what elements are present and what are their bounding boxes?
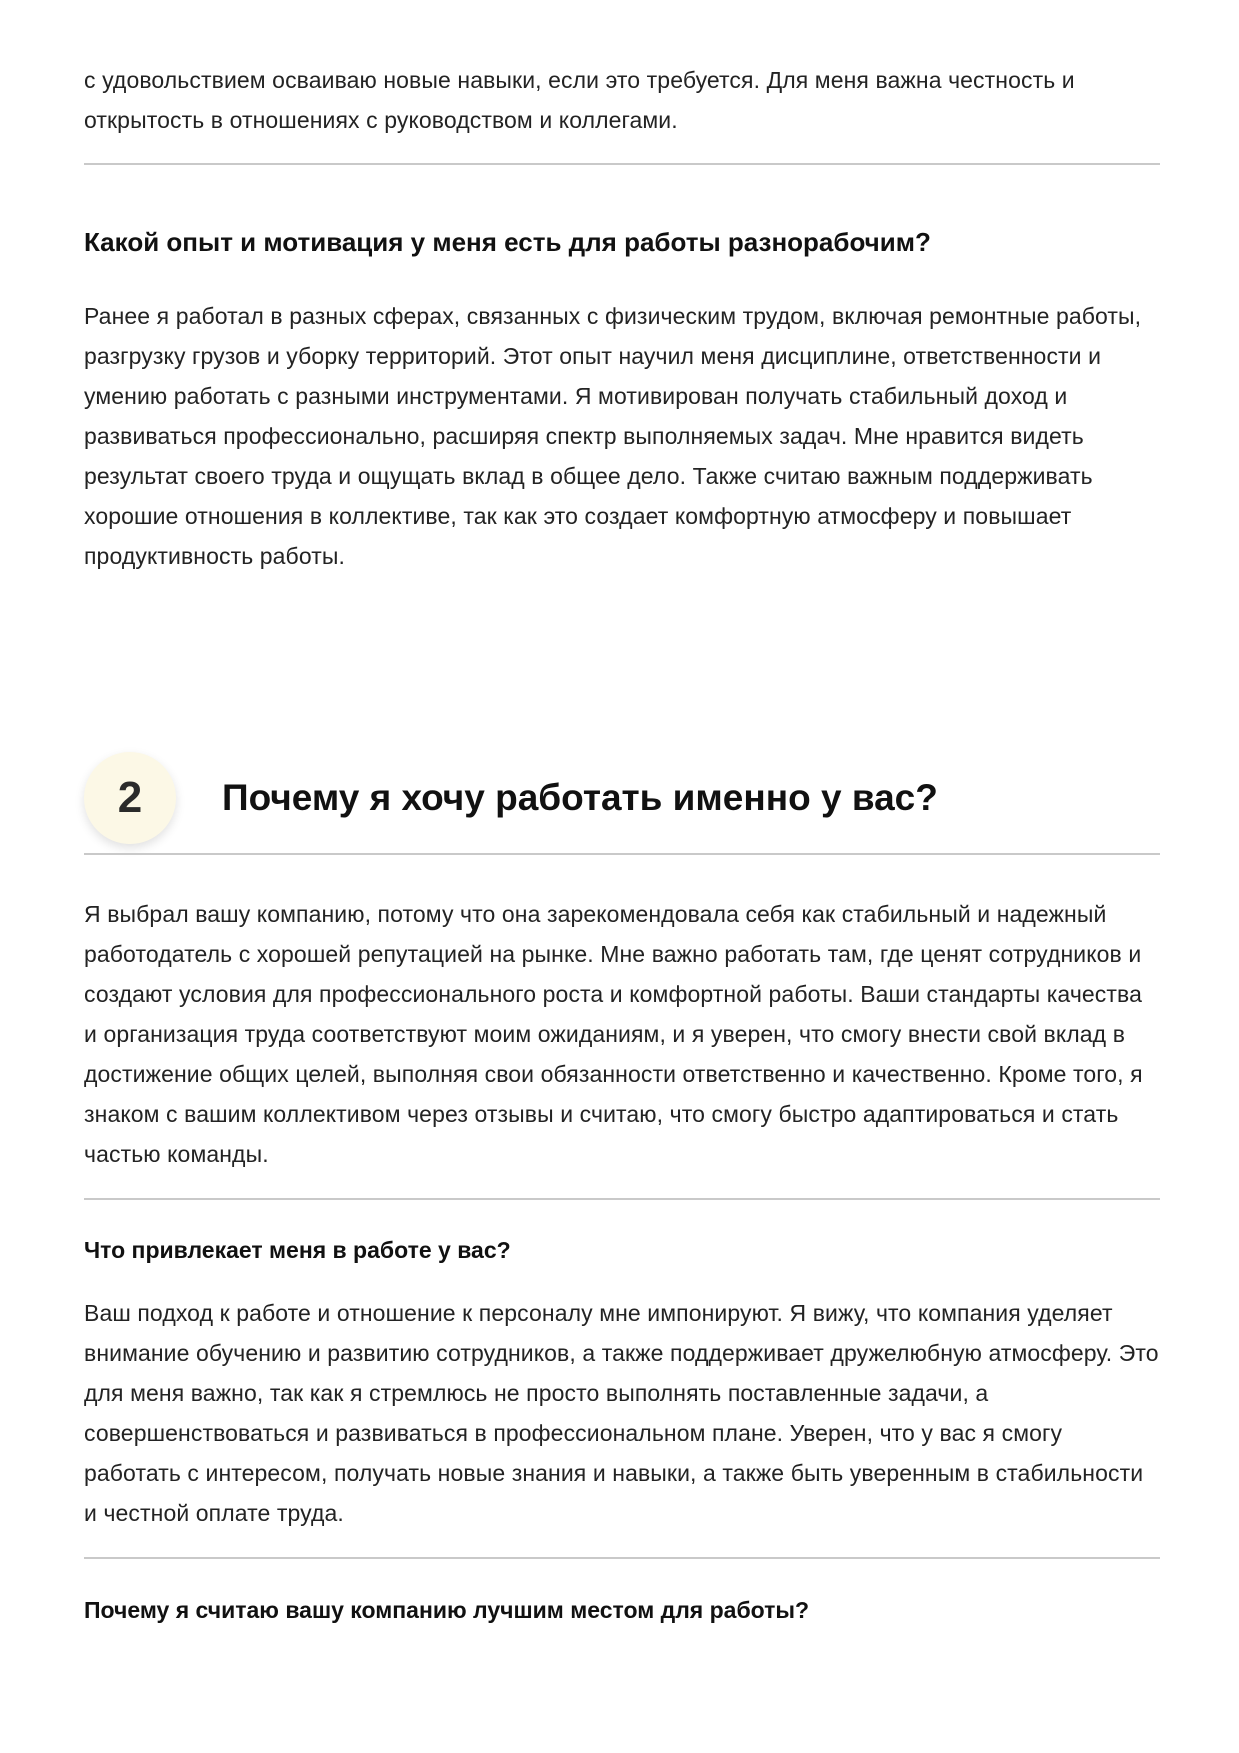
section-header	[84, 752, 1160, 844]
experience-heading: Какой опыт и мотивация у меня есть для работы разнорабочим?	[84, 227, 931, 257]
attraction-heading: Что привлекает меня в работе у вас?	[84, 1237, 511, 1263]
divider	[84, 1557, 1160, 1559]
section-number-badge: 2	[84, 752, 176, 844]
best-place-heading: Почему я считаю вашу компанию лучшим местом для работы?	[84, 1597, 810, 1623]
section-title: Почему я хочу работать именно у вас?	[222, 777, 938, 818]
intro-paragraph: с удовольствием осваиваю новые навыки, если это требуется. Для меня важна честность и открытость в отношениях с руководством и коллегами.	[84, 67, 1075, 133]
experience-paragraph: Ранее я работал в разных сферах, связанных с физическим трудом, включая ремонтные работы, разгрузку грузов и уборку территорий. Этот опыт научил меня дисциплине, ответственности и умению работать с разными инструментами. Я мотивирован получать стабильный доход и развиваться профессионально, расширяя спектр выполняемых задач. Мне нравится видеть результат своего труда и ощущать вклад в общее дело. Также считаю важным поддерживать хорошие отношения в коллективе, так как это создает комфортную атмосферу и повышает продуктивность работы.	[84, 303, 1142, 569]
section-divider	[84, 853, 1160, 855]
section2-paragraph: Я выбрал вашу компанию, потому что она зарекомендовала себя как стабильный и надежный работодатель с хорошей репутацией на рынке. Мне важно работать там, где ценят сотрудников и создают условия для профессионального роста и комфортной работы. Ваши стандарты качества и организация труда соответствуют моим ожиданиям, и я уверен, что смогу внести свой вклад в достижение общих целей, выполняя свои обязанности ответственно и качественно. Кроме того, я знаком с вашим коллективом через отзывы и считаю, что смогу быстро адаптироваться и стать частью команды.	[84, 901, 1143, 1167]
attraction-paragraph: Ваш подход к работе и отношение к персоналу мне импонируют. Я вижу, что компания уделяет внимание обучению и развитию сотрудников, а также поддерживает дружелюбную атмосферу. Это для меня важно, так как я стремлюсь не просто выполнять поставленные задачи, а совершенствоваться и развиваться в профессиональном плане. Уверен, что у вас я смогу работать с интересом, получать новые знания и навыки, а также быть уверенным в стабильности и честной оплате труда.	[84, 1300, 1159, 1526]
divider	[84, 1198, 1160, 1200]
divider	[84, 163, 1160, 165]
